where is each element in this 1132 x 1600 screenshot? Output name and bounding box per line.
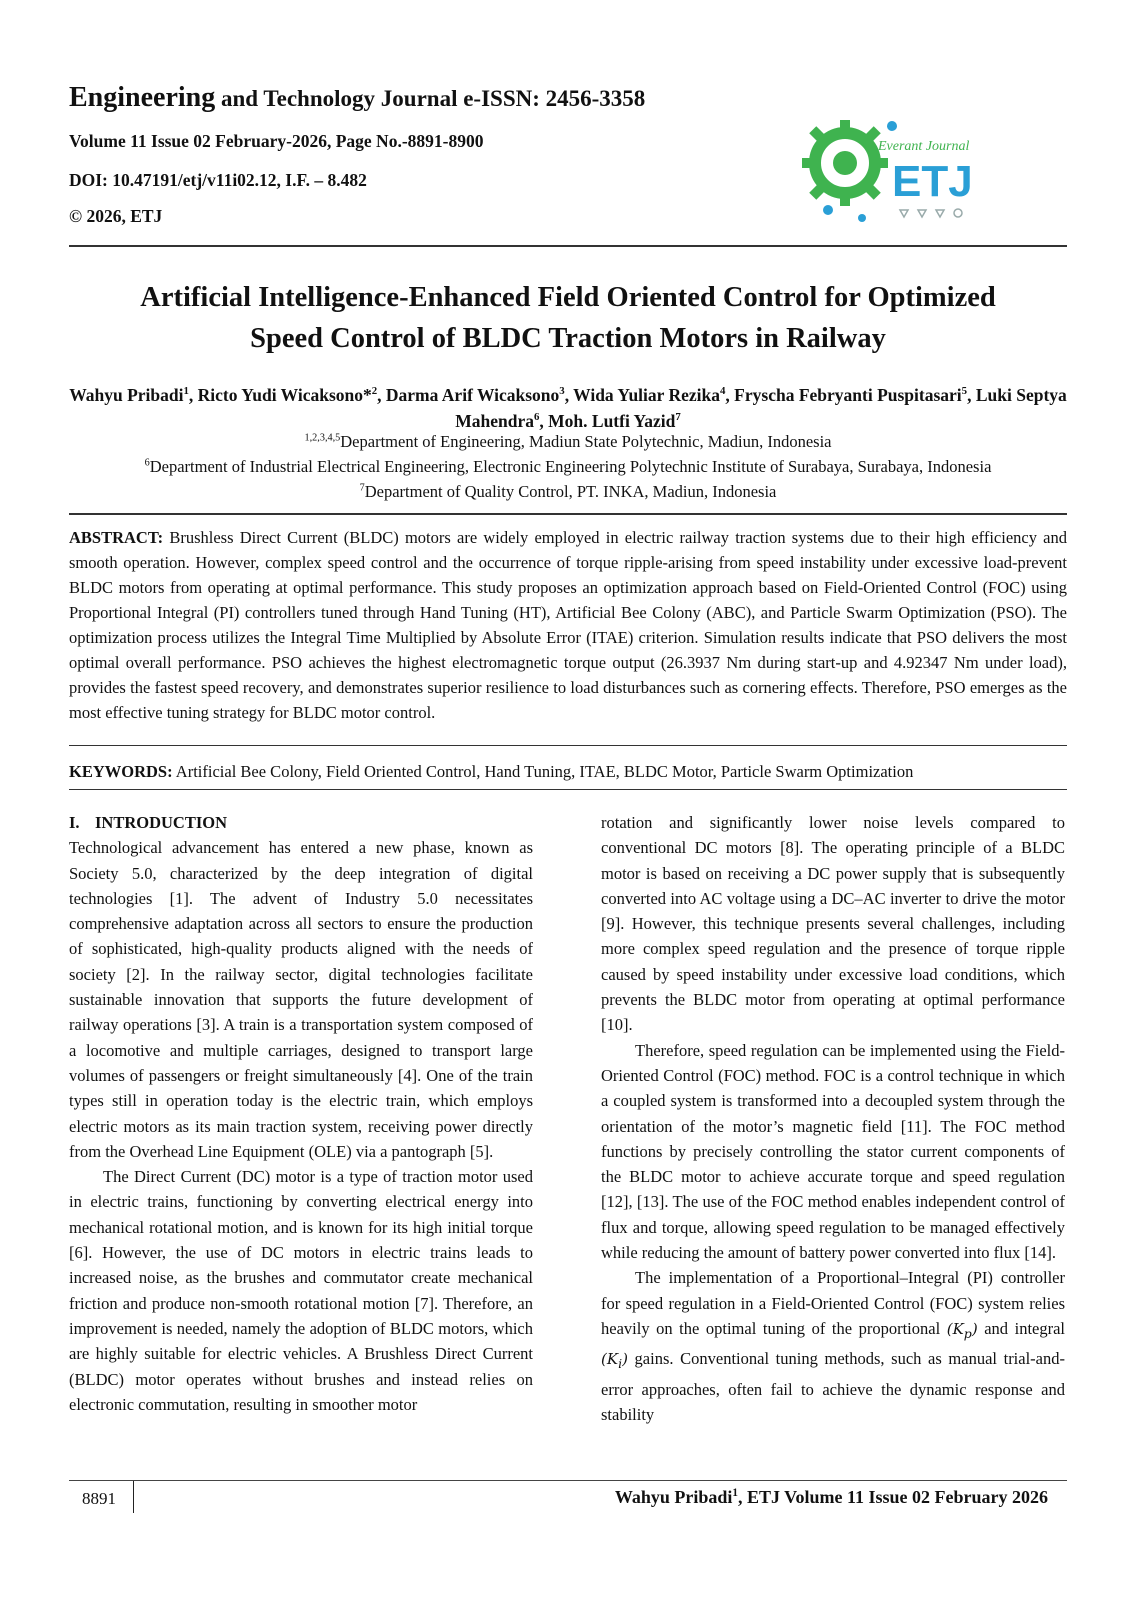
header-rule bbox=[69, 245, 1067, 247]
etj-logo bbox=[800, 118, 1015, 228]
keywords-bottom-rule bbox=[69, 789, 1067, 790]
running-footer bbox=[615, 1487, 1048, 1508]
author-sup: 5 bbox=[961, 385, 968, 398]
title-line-2: Speed Control of BLDC Traction Motors in Railway bbox=[250, 323, 886, 354]
abstract-bottom-rule bbox=[69, 745, 1067, 746]
affiliation-sup: 1,2,3,4,5 bbox=[304, 432, 341, 444]
paper-title bbox=[69, 277, 1067, 359]
journal-name-first: Engineering bbox=[69, 82, 216, 113]
volume-line: Volume 11 Issue 02 February-2026, Page No.-8891-8900 bbox=[69, 131, 484, 151]
footer-divider bbox=[133, 1481, 134, 1513]
author-name: , Fryscha Febryanti Puspitasari bbox=[725, 385, 962, 405]
affiliation bbox=[60, 454, 1076, 479]
affiliation-sup: 6 bbox=[144, 457, 150, 469]
affiliation-text: Department of Quality Control, PT. INKA, Madiun, Indonesia bbox=[364, 482, 777, 501]
journal-name bbox=[69, 82, 645, 114]
affiliation bbox=[60, 429, 1076, 454]
author-name: , Moh. Lutfi Yazid bbox=[539, 411, 676, 431]
abstract-label: ABSTRACT: bbox=[69, 528, 164, 547]
paragraph bbox=[601, 1265, 1065, 1427]
paragraph-text: and integral bbox=[977, 1318, 1066, 1338]
author-sup: 3 bbox=[559, 385, 565, 398]
left-column bbox=[69, 810, 533, 1417]
footer-rule bbox=[69, 1480, 1067, 1481]
section-number: I. bbox=[69, 813, 80, 832]
author-name: , Luki Septya Mahendra bbox=[455, 385, 1067, 431]
paragraph-text: The implementation of a Proportional–Integral (PI) controller for speed regulation in a Field-Oriented Control (FOC) system relies heavily on the optimal tuning of the proportional bbox=[601, 1268, 1065, 1338]
abstract-text: Brushless Direct Current (BLDC) motors are widely employed in electric railway traction systems due to their high efficiency and smooth operation. However, complex speed control and the occurrence of torque ripple-arising from speed instability under excessive load-prevent BLDC motors from operating at optimal performance. This study proposes an optimization approach based on Field-Oriented Control (FOC) using Proportional Integral (PI) controllers tuned through Hand Tuning (HT), Artificial Bee Colony (ABC), and Particle Swarm Optimization (PSO). The optimization process utilizes the Integral Time Multiplied by Absolute Error (ITAE) criterion. Simulation results indicate that PSO delivers the most optimal overall performance. PSO achieves the highest electromagnetic torque output (26.3937 Nm during start-up and 4.92347 Nm under load), provides the fastest speed recovery, and demonstrates superior resilience to load disturbances such as cornering effects. Therefore, PSO emerges as the most effective tuning strategy for BLDC motor control. bbox=[69, 528, 1067, 722]
affiliation-text: Department of Industrial Electrical Engineering, Electronic Engineering Polytechnic Institute of Surabaya, Surabaya, Indonesia bbox=[149, 457, 992, 476]
paragraph: The Direct Current (DC) motor is a type of traction motor used in electric trains, functioning by converting electrical energy into mechanical rotational motion, and is known for its high initial torque [6]. However, the use of DC motors in electric trains leads to increased noise, as the brushes and commutator create mechanical friction and produce non-smooth rotational motion [7]. Therefore, an improvement is needed, namely the adoption of BLDC motors, which are highly suitable for electric vehicles. A Brushless Direct Current (BLDC) motor operates without brushes and instead relies on electronic commutation, resulting in smoother motor bbox=[69, 1167, 533, 1414]
affiliation bbox=[60, 479, 1076, 504]
footer-citation: , ETJ Volume 11 Issue 02 February 2026 bbox=[737, 1487, 1048, 1507]
author-sup: 6 bbox=[533, 411, 540, 424]
paragraph: Technological advancement has entered a new phase, known as Society 5.0, characterized by the deep integration of digital technologies [1]. The advent of Industry 5.0 necessitates comprehensive adaptation across all sectors to ensure the production of sophisticated, high-quality products aligned with the needs of society [2]. In the railway sector, digital technologies facilitate sustainable innovation that supports the future development of railway operations [3]. A train is a transportation system composed of a locomotive and multiple carriages, designed to transport large volumes of passengers or freight simultaneously [4]. One of the train types still in operation today is the electric train, which employs electric motors as its main traction system, receiving power directly from the Overhead Line Equipment (OLE) via a pantograph [5]. bbox=[69, 838, 533, 1161]
author-sup: 7 bbox=[675, 411, 681, 424]
author-sup: 4 bbox=[720, 385, 726, 398]
paragraph: rotation and significantly lower noise levels compared to conventional DC motors [8]. The operating principle of a BLDC motor is based on receiving a DC power supply that is subsequently converted into AC voltage using a DC–AC inverter to drive the motor [9]. However, this technique presents several challenges, including more complex speed regulation and the presence of torque ripple caused by speed instability under excessive load conditions, which prevents the BLDC motor from operating at optimal performance [10]. bbox=[601, 813, 1065, 1035]
ki-symbol: $(K_i)$ bbox=[601, 1350, 628, 1372]
affiliation-text: Department of Engineering, Madiun State Polytechnic, Madiun, Indonesia bbox=[340, 432, 832, 451]
author-list bbox=[69, 382, 1067, 434]
logo-text-top: Everant Journal bbox=[878, 139, 970, 154]
section-heading bbox=[69, 810, 533, 835]
keywords-text: Artificial Bee Colony, Field Oriented Control, Hand Tuning, ITAE, BLDC Motor, Particle Swarm Optimization bbox=[172, 762, 914, 781]
doi-line: DOI: 10.47191/etj/v11i02.12, I.F. – 8.482 bbox=[69, 170, 367, 190]
right-column bbox=[601, 810, 1065, 1427]
abstract bbox=[69, 525, 1067, 725]
author-name: , Wida Yuliar Rezika bbox=[564, 385, 720, 405]
abstract-top-rule bbox=[69, 513, 1067, 515]
footer-author-sup: 1 bbox=[732, 1487, 738, 1499]
section-title: INTRODUCTION bbox=[95, 813, 228, 832]
paragraph: Therefore, speed regulation can be implemented using the Field-Oriented Control (FOC) method. FOC is a control technique in which a coupled system is transformed into a decoupled system through the orientation of the motor’s magnetic field [11]. The FOC method functions by precisely controlling the stator current components of the BLDC motor to achieve accurate torque and speed regulation [12], [13]. The use of the FOC method enables independent control of flux and torque, allowing speed regulation to be managed effectively while reducing the amount of battery power converted into flux [14]. bbox=[601, 1040, 1065, 1263]
copyright-line: © 2026, ETJ bbox=[69, 206, 163, 226]
paragraph-text: gains. Conventional tuning methods, such as manual trial-and-error approaches, often fail to achieve the dynamic response and stability bbox=[601, 1349, 1065, 1424]
keywords-label: KEYWORDS: bbox=[69, 762, 173, 781]
author-sup: 2 bbox=[371, 385, 378, 398]
journal-name-rest: and Technology Journal e-ISSN: 2456-3358 bbox=[215, 86, 646, 111]
affiliation-sup: 7 bbox=[359, 482, 365, 494]
logo-decoration-icon bbox=[900, 209, 962, 217]
logo-text-main: ETJ bbox=[892, 157, 973, 206]
title-line-1: Artificial Intelligence-Enhanced Field Oriented Control for Optimized bbox=[140, 282, 996, 313]
page-number: 8891 bbox=[82, 1489, 116, 1508]
author-name: , Darma Arif Wicaksono bbox=[377, 385, 560, 405]
author-sup: 1 bbox=[183, 385, 189, 398]
author-name: Wahyu Pribadi bbox=[69, 385, 184, 405]
keywords bbox=[69, 759, 1067, 784]
gear-icon bbox=[802, 120, 897, 222]
footer-author: Wahyu Pribadi bbox=[614, 1487, 733, 1507]
kp-symbol: $(K_p)$ bbox=[946, 1319, 978, 1341]
author-name: , Ricto Yudi Wicaksono* bbox=[188, 385, 372, 405]
